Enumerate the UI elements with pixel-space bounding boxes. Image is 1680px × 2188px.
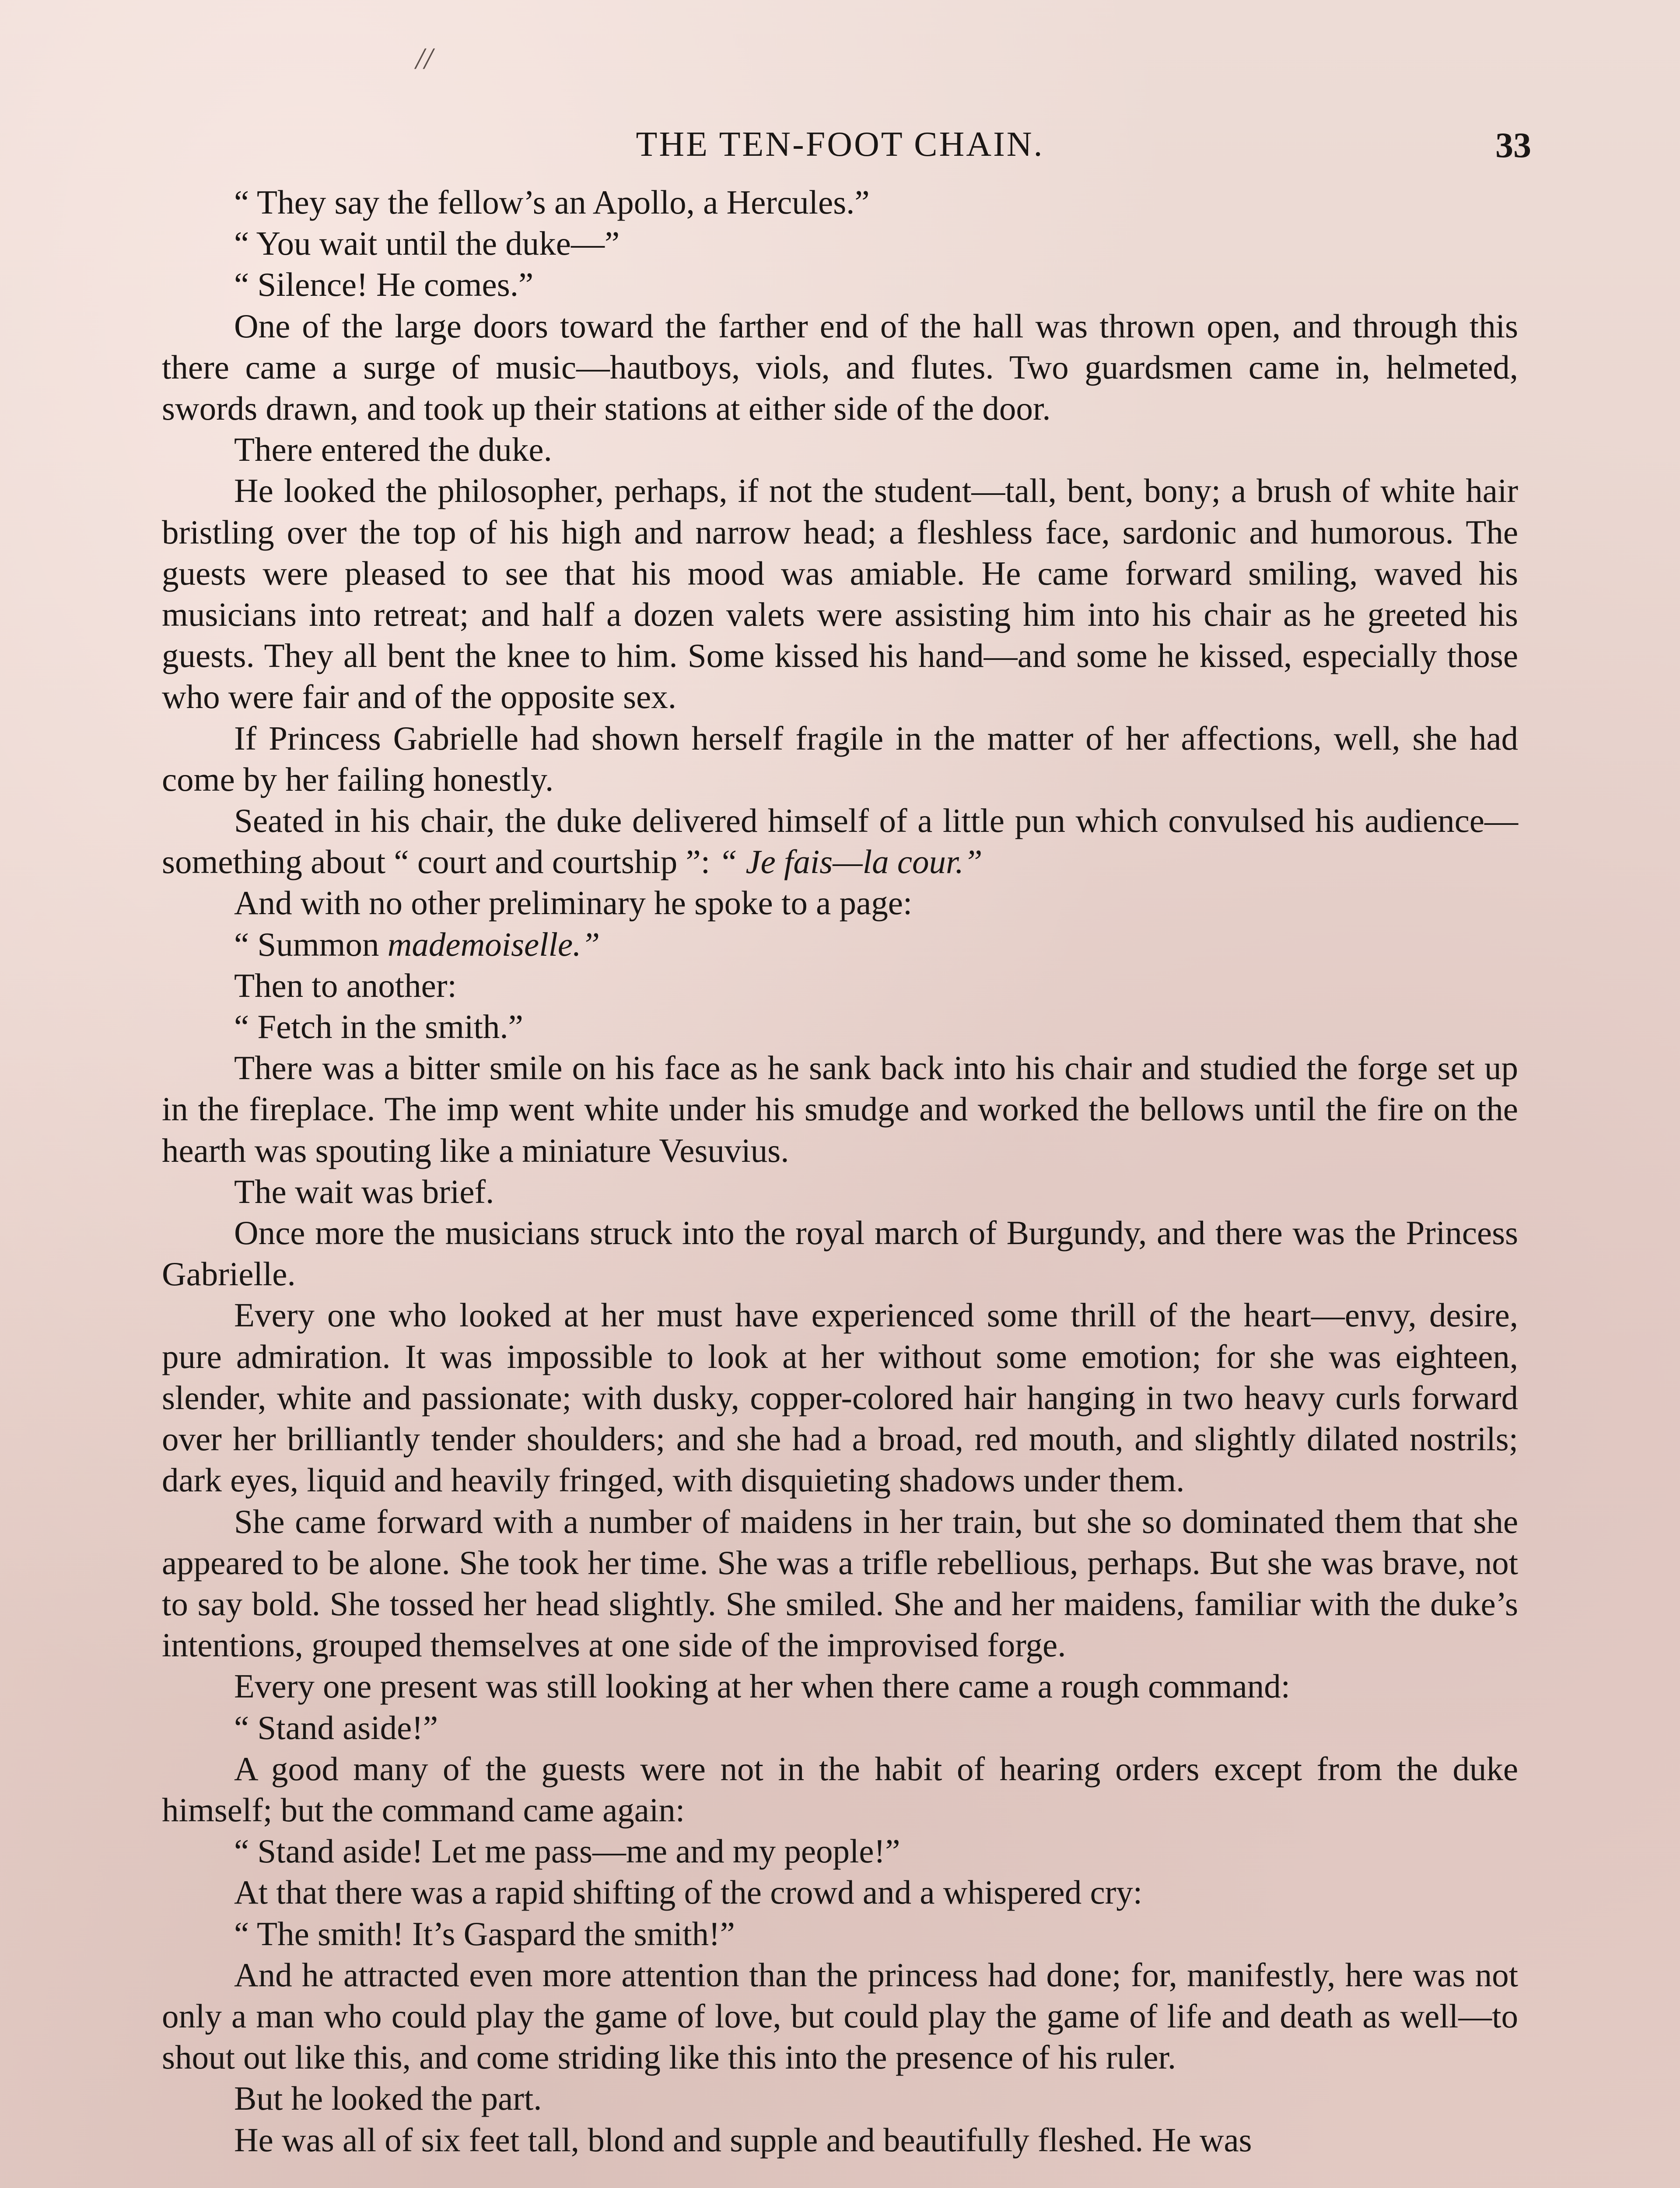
paragraph: “ Fetch in the smith.”: [234, 1008, 523, 1046]
paragraph: There was a bitter smile on his face as he sank back into his chair and studied the forge set up in the fireplace. The imp went white under his smudge and worked the bellows until the fire on the hearth was spouting like a miniature Vesuvius.: [162, 1049, 1518, 1169]
running-title: THE TEN-FOOT CHAIN.: [636, 125, 1044, 164]
paragraph: “ Stand aside! Let me pass—me and my people!”: [234, 1832, 900, 1870]
paragraph: [162, 924, 1518, 965]
paragraph: “ The smith! It’s Gaspard the smith!”: [234, 1914, 735, 1953]
body-text: [162, 182, 1518, 2160]
paragraph: Once more the musicians struck into the royal march of Burgundy, and there was the Princess Gabrielle.: [162, 1214, 1518, 1293]
mademoiselle-italic: mademoiselle.”: [387, 925, 600, 963]
pencil-mark: //: [416, 42, 433, 76]
paragraph-text: “ Summon: [234, 925, 379, 963]
paragraph: “ You wait until the duke—”: [234, 224, 620, 263]
pun-italic: “ Je fais—la cour.”: [718, 843, 983, 881]
paragraph: If Princess Gabrielle had shown herself fragile in the matter of her affections, well, she had come by her failing honestly.: [162, 719, 1518, 798]
running-head: [162, 125, 1531, 182]
paragraph: But he looked the part.: [234, 2079, 542, 2118]
paragraph: A good many of the guests were not in the habit of hearing orders except from the duke himself; but the command came again:: [162, 1750, 1518, 1829]
paragraph: At that there was a rapid shifting of the crowd and a whispered cry:: [234, 1873, 1143, 1911]
paragraph-text: Seated in his chair, the duke delivered himself of a little pun which convulsed his audience—something about “ court and courtship ”:: [162, 802, 1518, 881]
paragraph: [162, 800, 1518, 882]
paragraph: “ They say the fellow’s an Apollo, a Hercules.”: [234, 183, 870, 221]
paragraph: “ Stand aside!”: [234, 1708, 438, 1746]
paragraph: Every one who looked at her must have experienced some thrill of the heart—envy, desire, pure admiration. It was impossible to look at her without some emotion; for she was eighteen, slender, white and passionate; with dusky, copper-colored hair hanging in two heavy curls forward over her brilliantly tender shoulders; and she had a broad, red mouth, and slightly dilated nostrils; dark eyes, liquid and heavily fringed, with disquieting shadows under them.: [162, 1296, 1518, 1499]
page-number: 33: [1495, 125, 1531, 165]
paragraph: And he attracted even more attention than the princess had done; for, manifestly, here was not only a man who could play the game of love, but could play the game of life and death as well—to shout out like this, and come striding like this into the presence of his ruler.: [162, 1956, 1518, 2076]
paragraph: And with no other preliminary he spoke to a page:: [234, 884, 913, 922]
paragraph: She came forward with a number of maidens in her train, but she so dominated them that she appeared to be alone. She took her time. She was a trifle rebellious, perhaps. But she was brave, not to say bold. She tossed her head slightly. She smiled. She and her maidens, familiar with the duke’s intentions, grouped themselves at one side of the improvised forge.: [162, 1502, 1518, 1664]
paragraph: Then to another:: [234, 966, 457, 1004]
paragraph: He looked the philosopher, perhaps, if not the student—tall, bent, bony; a brush of white hair bristling over the top of his high and narrow head; a fleshless face, sardonic and humorous. The guests were pleased to see that his mood was amiable. He came forward smiling, waved his musicians into retreat; and half a dozen valets were assisting him into his chair as he greeted his guests. They all bent the knee to him. Some kissed his hand—and some he kissed, especially those who were fair and of the opposite sex.: [162, 472, 1518, 716]
paragraph: He was all of six feet tall, blond and supple and beautifully fleshed. He was: [234, 2121, 1252, 2159]
paragraph: Every one present was still looking at her when there came a rough command:: [234, 1667, 1291, 1705]
paragraph: One of the large doors toward the farther end of the hall was thrown open, and through this there came a surge of music—hautboys, viols, and flutes. Two guardsmen came in, helmeted, swords drawn, and took up their stations at either side of the door.: [162, 307, 1518, 428]
book-page: [162, 114, 1531, 2160]
paragraph: “ Silence! He comes.”: [234, 266, 534, 304]
paragraph: There entered the duke.: [234, 431, 552, 469]
paragraph: The wait was brief.: [234, 1172, 494, 1210]
